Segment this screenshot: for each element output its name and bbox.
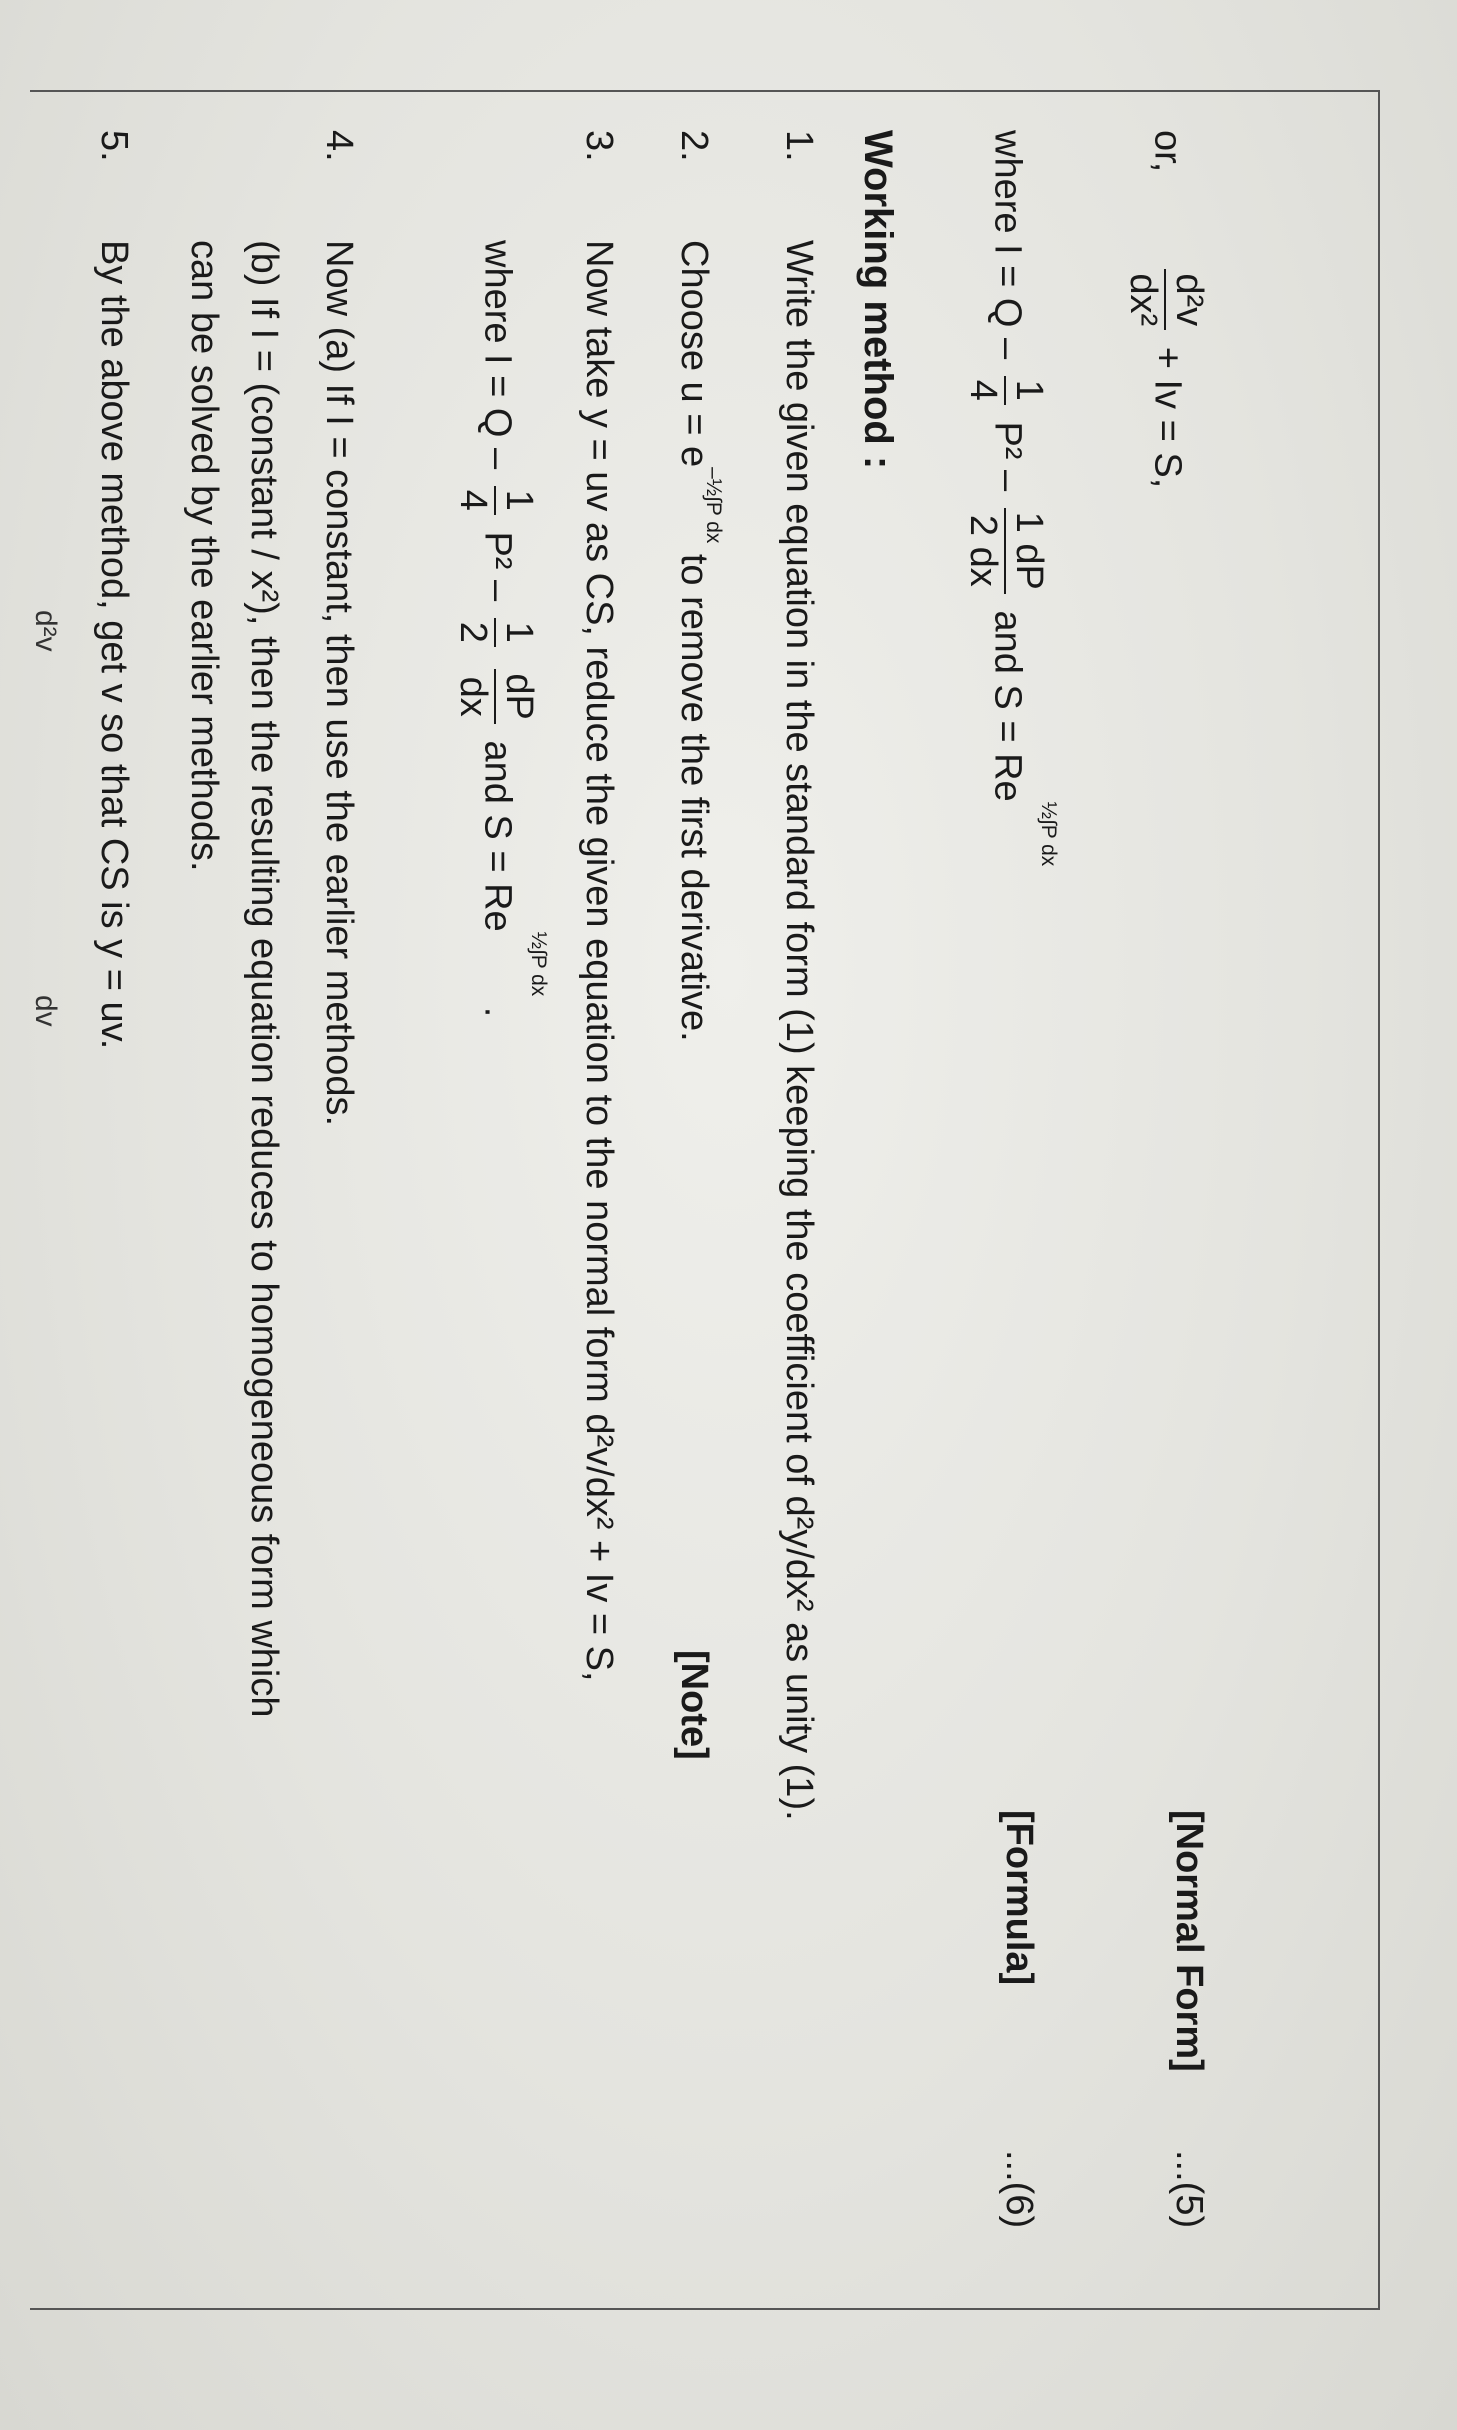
step-1-number: 1. [778, 130, 820, 162]
step-3-frac3 [451, 669, 540, 723]
page-content [30, 90, 1380, 2430]
eq6-frac2 [961, 508, 1050, 594]
step-3-frac1-num: 1 [494, 486, 540, 515]
eq5-number: ...(5) [1168, 2150, 1210, 2229]
eq6-frac2-den: 2 dx [962, 514, 1005, 587]
eq6-frac1-num: 1 [1004, 376, 1050, 405]
step-2-text-a: Choose u = e [673, 240, 715, 468]
step-3-exponent: ½∫P dx [527, 931, 550, 997]
eq6-frac1-den: 4 [962, 379, 1005, 401]
step-4-text-a: Now (a) If I = constant, then use the earlier methods. [318, 240, 360, 1127]
note-tag: [Note] [673, 1650, 715, 1760]
step-3-p2: P² – [476, 531, 519, 602]
step-3-frac2 [451, 618, 540, 647]
eq6-and-s: and S = Re [986, 610, 1029, 802]
eq5-line [1121, 130, 1210, 488]
eq6-frac1 [961, 376, 1050, 405]
step-3-frac2-num: 1 [494, 618, 540, 647]
step-3-text: Now take y = uv as CS, reduce the given equation to the normal form d²v/dx² + Iv = S, [578, 240, 620, 1682]
cutoff-text-b: dv [29, 995, 62, 1027]
step-3-frac3-num: dP [494, 669, 540, 723]
step-3-number: 3. [578, 130, 620, 162]
eq6-where: where [986, 130, 1029, 234]
step-2-number: 2. [673, 130, 715, 162]
step-2-exponent: –½∫P dx [702, 467, 725, 544]
working-method-heading: Working method : [856, 130, 900, 470]
cutoff-text-a: d²v [29, 610, 62, 652]
eq5-den: dx² [1122, 273, 1165, 327]
step-5-text: By the above method, get v so that CS is y = uv. [93, 240, 135, 1050]
step-1-text: Write the given equation in the standard form (1) keeping the coefficient of d²y/dx² as unity (1). [778, 240, 820, 1821]
step-3-frac1-den: 4 [452, 489, 495, 511]
step-4-text-b: (b) If I = (constant / x²), then the resulting equation reduces to homogeneous form which [243, 240, 285, 1718]
step-2-line [672, 240, 725, 1042]
eq5-rest: + Iv = S, [1146, 346, 1189, 489]
eq6-p2: P² – [986, 421, 1029, 492]
eq5-num: d²v [1164, 269, 1210, 330]
eq6-number: ...(6) [998, 2150, 1040, 2229]
eq5-fraction [1121, 269, 1210, 330]
step-2-text-b: to remove the first derivative. [673, 543, 715, 1042]
eq6-line [961, 130, 1060, 867]
eq6-exponent: ½∫P dx [1037, 801, 1060, 867]
rotated-page [30, 90, 1380, 2430]
step-3-frac3-den: dx [452, 676, 495, 717]
formula-tag: [Formula] [998, 1810, 1040, 1986]
normal-form-tag: [Normal Form] [1168, 1810, 1210, 2072]
step-4-number: 4. [318, 130, 360, 162]
step-3-frac2-den: 2 [452, 621, 495, 643]
eq6-frac2-num: 1 dP [1004, 508, 1050, 594]
step-3-where: where I = Q – [476, 240, 519, 470]
step-3-frac1 [451, 486, 540, 515]
step-3-and-s: and S = Re [476, 740, 519, 932]
step-5-number: 5. [93, 130, 135, 162]
step-3-end: . [476, 1006, 519, 1018]
eq5-prefix: or, [1146, 130, 1189, 173]
step-3-where-line [451, 240, 550, 1018]
step-4-text-c: can be solved by the earlier methods. [183, 240, 225, 872]
eq6-i: I = Q – [986, 244, 1029, 360]
